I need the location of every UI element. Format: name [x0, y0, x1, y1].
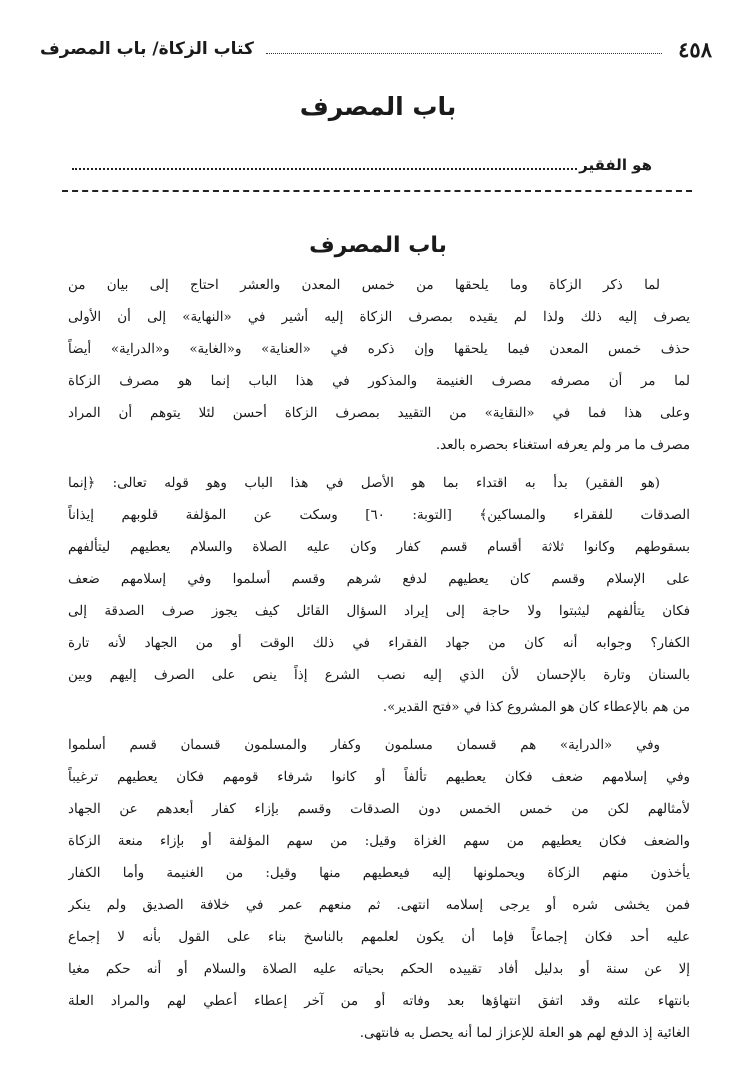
text-line: بالسنان وتارة بالإحسان لأن الذي إليه نصب الشرع إذاً ينص على الصرف إليهم وبين	[68, 668, 690, 683]
text-line: الغائية إذ الدفع لهم هو العلة للإعزاز لما أنه يحصل به فانتهى.	[359, 1026, 690, 1041]
matn-dotted-leader	[72, 168, 577, 170]
text-line: حذف خمس المعدن فيما يلحقها وإن ذكره في «العناية» و«الغاية» و«الدراية» أيضاً	[68, 342, 690, 357]
dashed-separator	[62, 190, 692, 192]
page-number: ٤٥٨	[678, 36, 712, 62]
text-line: على الإسلام وقسم كان يعطيهم لدفع شرهم وقسم أسلموا وفي إسلامهم ضعف	[68, 572, 690, 587]
text-line: الصدقات للفقراء والمساكين﴾ [التوبة: ٦٠] وسكت عن المؤلفة قلوبهم إيذاناً	[68, 508, 690, 523]
running-title: كتاب الزكاة/ باب المصرف	[40, 39, 254, 59]
text-line: بسقوطهم وكانوا ثلاثة أقسام قسم كفار وكان عليه الصلاة والسلام يعطيهم ليتألفهم	[68, 540, 690, 555]
text-line: وفي «الدراية» هم قسمان مسلمون وكفار والمسلمون قسمان قسم أسلموا	[68, 738, 660, 753]
text-line: لأمثالهم لكن من خمس الخمس دون الصدقات وقسم بإزاء كفار أبعدهم عن الجهاد	[68, 802, 690, 817]
matn-chapter-title: باب المصرف	[299, 92, 457, 121]
commentary-paragraph	[68, 270, 690, 462]
header-dotted-leader	[266, 53, 662, 54]
commentary-body	[68, 270, 690, 1056]
text-line: والضعف فكان يعطيهم من سهم الغزاة وقيل: من سهم المؤلفة أو بإزاء منعة الزكاة	[68, 834, 690, 849]
text-line: وعلى هذا فما في «النقاية» من التقييد بمصرف الزكاة أحسن لئلا يتوهم أن المراد	[68, 406, 690, 421]
text-line: بانتهاء علته وقد اتفق انتهاؤها بعد وفاته أو من آخر إعطاء أعطي لهم والمراد العلة	[68, 994, 690, 1009]
text-line: يصرف إليه ذلك ولذا لم يقيده بمصرف الزكاة إليه أشير في «النهاية» إلى أن الأولى	[68, 310, 690, 325]
text-line: لما ذكر الزكاة وما يلحقها من خمس المعدن والعشر احتاج إلى بيان من	[68, 278, 660, 293]
matn-text-line	[72, 150, 652, 174]
text-line: يأخذون منهم الزكاة ويحملونها إليه فيعطيهم منها وقيل: من الغنيمة وأما الكفار	[68, 866, 690, 881]
page-header	[40, 36, 712, 62]
commentary-paragraph	[68, 730, 690, 1050]
text-line: الكفار؟ وجوابه أنه كان من جهاد الفقراء في ذلك الوقت أو من الجهاد لأنه تارة	[68, 636, 690, 651]
commentary-paragraph	[68, 468, 690, 724]
sharh-chapter-title: باب المصرف	[309, 233, 447, 258]
text-line: فكان يتألفهم ليثبتوا ولا حاجة إلى إيراد السؤال القائل كيف يجوز صرف الصدقة إلى	[68, 604, 690, 619]
text-line: وفي إسلامهم ضعف فكان يعطيهم تألفاً أو كانوا شرفاء قومهم فكان يعطيهم ترغيباً	[68, 770, 690, 785]
matn-text: هو الفقير	[579, 156, 652, 174]
text-line: عليه أحد فكان إجماعاً فإما أن يكون لعلمهم بالناسخ بناء على القول بأنه لا إجماع	[68, 930, 690, 945]
text-line: إلا عن سنة أو بدليل أفاد تقييده الحكم بحياته عليه الصلاة والسلام أو أنه حكم مغيا	[68, 962, 690, 977]
text-line: مصرف ما مر ولم يعرفه استغناء بحصره بالعد.	[435, 438, 690, 453]
text-line: (هو الفقير) بدأ به اقتداء بما هو الأصل في هذا الباب وهو قوله تعالى: ﴿إنما	[68, 476, 660, 491]
text-line: من هم بالإعطاء كان هو المشروع كذا في «فتح القدير».	[382, 700, 690, 715]
text-line: لما مر أن مصرفه مصرف الغنيمة والمذكور في هذا الباب إنما هو مصرف الزكاة	[68, 374, 690, 389]
text-line: فمن يخشى شره أو يرجى إسلامه انتهى. ثم منعهم عمر في خلافة الصديق ولم ينكر	[68, 898, 690, 913]
